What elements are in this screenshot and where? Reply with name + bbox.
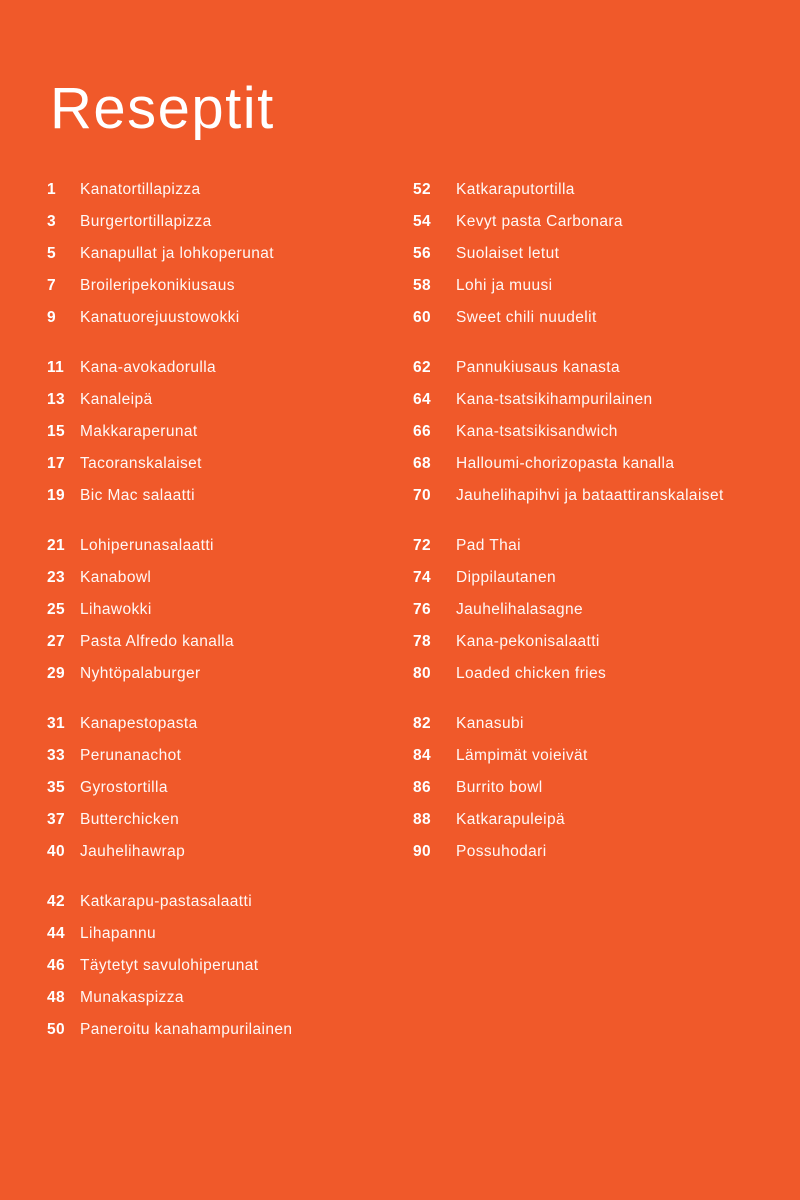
toc-entry[interactable] — [47, 804, 413, 836]
toc-entry-page-number: 1 — [47, 181, 57, 198]
toc-entry-title: Suolaiset letut — [456, 245, 560, 262]
toc-entry-page-number: 35 — [47, 779, 66, 796]
toc-entry-page-number: 74 — [413, 569, 432, 586]
toc-entry[interactable] — [413, 530, 770, 562]
toc-entry-page-number: 64 — [413, 391, 432, 408]
toc-entry[interactable] — [413, 416, 770, 448]
toc-entry[interactable] — [413, 174, 770, 206]
toc-entry[interactable] — [47, 772, 413, 804]
toc-entry-title: Bic Mac salaatti — [80, 487, 195, 504]
toc-entry-title: Halloumi-chorizopasta kanalla — [456, 455, 675, 472]
toc-entry[interactable] — [413, 594, 770, 626]
toc-entry-title: Kanapullat ja lohkoperunat — [80, 245, 274, 262]
toc-entry-page-number: 3 — [47, 213, 57, 230]
toc-entry-page-number: 56 — [413, 245, 432, 262]
toc-entry-title: Burgertortillapizza — [80, 213, 212, 230]
toc-entry[interactable] — [47, 530, 413, 562]
toc-column-right — [413, 174, 770, 1046]
toc-entry-title: Lihawokki — [80, 601, 152, 618]
toc-entry[interactable] — [413, 302, 770, 334]
toc-entry[interactable] — [47, 238, 413, 270]
toc-entry[interactable] — [47, 982, 413, 1014]
toc-entry-title: Munakaspizza — [80, 989, 184, 1006]
toc-entry[interactable] — [413, 206, 770, 238]
toc-entry-title: Jauhelihawrap — [80, 843, 186, 860]
toc-entry[interactable] — [47, 562, 413, 594]
toc-entry[interactable] — [47, 918, 413, 950]
toc-entry-title: Nyhtöpalaburger — [80, 665, 201, 682]
page-title: Reseptit — [50, 76, 275, 141]
toc-group — [47, 174, 413, 334]
toc-entry[interactable] — [413, 270, 770, 302]
toc-entry-page-number: 82 — [413, 715, 432, 732]
toc-entry[interactable] — [47, 270, 413, 302]
toc-entry[interactable] — [413, 836, 770, 868]
toc-entry-title: Kanasubi — [456, 715, 524, 732]
toc-entry[interactable] — [47, 480, 413, 512]
toc-entry-page-number: 68 — [413, 455, 432, 472]
toc-entry[interactable] — [47, 626, 413, 658]
toc-entry-page-number: 60 — [413, 309, 432, 326]
toc-entry-title: Kana-pekonisalaatti — [456, 633, 600, 650]
toc-entry-page-number: 50 — [47, 1021, 66, 1038]
toc-entry-page-number: 40 — [47, 843, 66, 860]
toc-entry-title: Katkarapuleipä — [456, 811, 566, 828]
toc-entry-title: Loaded chicken fries — [456, 665, 607, 682]
toc-entry-title: Pad Thai — [456, 537, 521, 554]
toc-group — [413, 352, 770, 512]
toc-entry-page-number: 58 — [413, 277, 432, 294]
toc-entry-title: Perunanachot — [80, 747, 182, 764]
toc-entry-page-number: 33 — [47, 747, 66, 764]
toc-entry-title: Possuhodari — [456, 843, 547, 860]
toc-entry-page-number: 80 — [413, 665, 432, 682]
toc-entry[interactable] — [47, 658, 413, 690]
toc-entry-page-number: 17 — [47, 455, 66, 472]
toc-entry-title: Gyrostortilla — [80, 779, 168, 796]
toc-entry-page-number: 5 — [47, 245, 57, 262]
toc-entry[interactable] — [413, 448, 770, 480]
toc-entry[interactable] — [47, 594, 413, 626]
toc-entry[interactable] — [413, 740, 770, 772]
toc-entry-page-number: 62 — [413, 359, 432, 376]
toc-entry[interactable] — [413, 804, 770, 836]
toc-entry-page-number: 29 — [47, 665, 66, 682]
toc-entry-title: Kana-tsatsikisandwich — [456, 423, 618, 440]
toc-group — [413, 174, 770, 334]
toc-entry-page-number: 76 — [413, 601, 432, 618]
toc-group — [413, 708, 770, 868]
toc-entry-page-number: 23 — [47, 569, 66, 586]
toc-entry[interactable] — [47, 950, 413, 982]
toc-entry[interactable] — [47, 708, 413, 740]
toc-entry-title: Kana-avokadorulla — [80, 359, 217, 376]
toc-entry[interactable] — [413, 626, 770, 658]
toc-entry-page-number: 46 — [47, 957, 66, 974]
toc-group — [47, 708, 413, 868]
toc-entry-page-number: 27 — [47, 633, 66, 650]
toc-entry-page-number: 21 — [47, 537, 66, 554]
toc-entry-title: Katkaraputortilla — [456, 181, 575, 198]
toc-entry-page-number: 78 — [413, 633, 432, 650]
toc-column-left — [47, 174, 413, 1046]
toc-group — [47, 886, 413, 1046]
toc-entry-page-number: 72 — [413, 537, 432, 554]
toc-entry-page-number: 11 — [47, 359, 65, 376]
toc-entry-title: Kanatortillapizza — [80, 181, 201, 198]
toc-entry-page-number: 15 — [47, 423, 66, 440]
toc-entry-page-number: 42 — [47, 893, 66, 910]
toc-entry-page-number: 90 — [413, 843, 432, 860]
toc-entry-title: Jauhelihalasagne — [456, 601, 584, 618]
toc-entry-title: Burrito bowl — [456, 779, 543, 796]
toc-entry-page-number: 44 — [47, 925, 66, 942]
toc-entry-title: Täytetyt savulohiperunat — [80, 957, 259, 974]
toc-entry[interactable] — [413, 384, 770, 416]
toc-entry[interactable] — [413, 352, 770, 384]
toc-entry-title: Jauhelihapihvi ja bataattiranskalaiset — [456, 487, 724, 504]
toc-entry-page-number: 48 — [47, 989, 66, 1006]
toc — [0, 174, 800, 1046]
toc-entry-page-number: 7 — [47, 277, 57, 294]
toc-entry-page-number: 52 — [413, 181, 432, 198]
toc-group — [413, 530, 770, 690]
toc-entry-title: Lohiperunasalaatti — [80, 537, 214, 554]
toc-entry-title: Butterchicken — [80, 811, 180, 828]
toc-entry-title: Paneroitu kanahampurilainen — [80, 1021, 293, 1038]
toc-entry-title: Kevyt pasta Carbonara — [456, 213, 623, 230]
toc-entry-title: Pasta Alfredo kanalla — [80, 633, 235, 650]
toc-entry[interactable] — [47, 384, 413, 416]
toc-entry-title: Kanapestopasta — [80, 715, 198, 732]
toc-entry-page-number: 19 — [47, 487, 66, 504]
toc-entry-page-number: 25 — [47, 601, 66, 618]
toc-entry-page-number: 54 — [413, 213, 432, 230]
toc-entry[interactable] — [413, 772, 770, 804]
toc-entry-title: Kanatuorejuustowokki — [80, 309, 240, 326]
toc-entry-title: Pannukiusaus kanasta — [456, 359, 620, 376]
toc-entry[interactable] — [47, 302, 413, 334]
toc-entry[interactable] — [413, 708, 770, 740]
toc-entry[interactable] — [47, 416, 413, 448]
toc-entry[interactable] — [47, 886, 413, 918]
toc-entry-page-number: 37 — [47, 811, 66, 828]
toc-group — [47, 530, 413, 690]
toc-entry-page-number: 31 — [47, 715, 66, 732]
toc-entry[interactable] — [47, 740, 413, 772]
toc-entry-page-number: 66 — [413, 423, 432, 440]
toc-entry-title: Kanabowl — [80, 569, 152, 586]
toc-entry-page-number: 88 — [413, 811, 432, 828]
toc-entry[interactable] — [413, 480, 770, 512]
toc-entry-title: Sweet chili nuudelit — [456, 309, 597, 326]
toc-entry-page-number: 70 — [413, 487, 432, 504]
toc-entry-title: Katkarapu-pastasalaatti — [80, 893, 253, 910]
toc-entry[interactable] — [47, 174, 413, 206]
toc-entry-page-number: 13 — [47, 391, 66, 408]
toc-entry[interactable] — [413, 238, 770, 270]
toc-entry-title: Dippilautanen — [456, 569, 556, 586]
toc-entry-title: Kanaleipä — [80, 391, 153, 408]
toc-entry-title: Broileripekonikiusaus — [80, 277, 235, 294]
toc-entry[interactable] — [47, 206, 413, 238]
toc-entry-title: Tacoranskalaiset — [80, 455, 202, 472]
toc-entry[interactable] — [413, 562, 770, 594]
toc-entry-title: Makkaraperunat — [80, 423, 198, 440]
toc-entry[interactable] — [47, 1014, 413, 1046]
toc-entry-page-number: 84 — [413, 747, 432, 764]
toc-entry[interactable] — [47, 836, 413, 868]
toc-entry-title: Lämpimät voieivät — [456, 747, 588, 764]
toc-entry-title: Lohi ja muusi — [456, 277, 553, 294]
toc-entry-title: Kana-tsatsikihampurilainen — [456, 391, 653, 408]
toc-entry[interactable] — [413, 658, 770, 690]
toc-entry-page-number: 9 — [47, 309, 57, 326]
toc-entry[interactable] — [47, 448, 413, 480]
toc-group — [47, 352, 413, 512]
toc-entry[interactable] — [47, 352, 413, 384]
toc-entry-page-number: 86 — [413, 779, 432, 796]
toc-entry-title: Lihapannu — [80, 925, 157, 942]
